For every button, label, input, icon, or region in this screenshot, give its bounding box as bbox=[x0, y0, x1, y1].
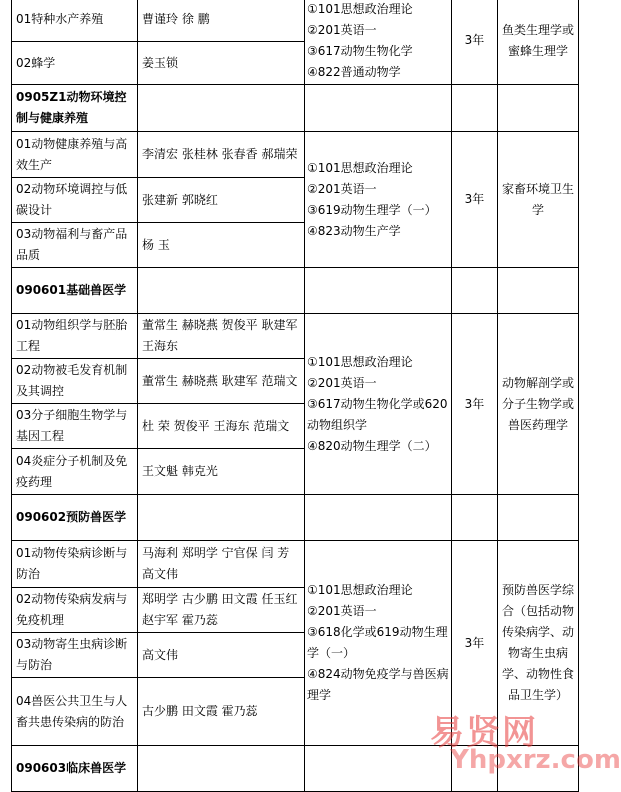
empty-cell bbox=[498, 746, 579, 792]
empty-cell bbox=[138, 495, 305, 541]
watermark-logo-text: 易贤网 bbox=[430, 713, 538, 753]
empty-cell bbox=[305, 268, 452, 314]
years-cell: 3年 bbox=[452, 0, 498, 85]
direction-cell: 02动物被毛发育机制及其调控 bbox=[12, 359, 138, 404]
exam-item: ①101思想政治理论 bbox=[307, 354, 413, 369]
exam-item: ③617动物生物化学 bbox=[307, 43, 413, 58]
direction-cell: 03分子细胞生物学与基因工程 bbox=[12, 404, 138, 449]
supervisor-cell: 曹谨玲 徐 鹏 bbox=[138, 0, 305, 42]
table-row bbox=[12, 0, 579, 42]
empty-cell bbox=[452, 746, 498, 792]
program-heading: 090601基础兽医学 bbox=[12, 268, 138, 314]
exam-subjects-cell bbox=[305, 314, 452, 495]
exam-item: ②201英语一 bbox=[307, 375, 377, 390]
direction-cell: 04炎症分子机制及免疫药理 bbox=[12, 449, 138, 495]
years-cell: 3年 bbox=[452, 314, 498, 495]
supervisor-cell: 马海利 郑明学 宁官保 闫 芳 高文伟 bbox=[138, 541, 305, 588]
direction-cell: 02蜂学 bbox=[12, 42, 138, 85]
years-cell: 3年 bbox=[452, 132, 498, 268]
exam-item: ③619动物生理学（一） bbox=[307, 202, 437, 217]
section-header-row bbox=[12, 495, 579, 541]
supervisor-cell: 杜 荣 贺俊平 王海东 范瑞文 bbox=[138, 404, 305, 449]
direction-cell: 03动物寄生虫病诊断与防治 bbox=[12, 633, 138, 678]
table-row bbox=[12, 132, 579, 178]
exam-item: ①101思想政治理论 bbox=[307, 583, 413, 597]
program-table bbox=[11, 0, 579, 792]
direction-cell: 02动物环境调控与低碳设计 bbox=[12, 178, 138, 223]
exam-item: ②201英语一 bbox=[307, 181, 377, 196]
empty-cell bbox=[498, 495, 579, 541]
section-header-row bbox=[12, 85, 579, 132]
table-row bbox=[12, 541, 579, 588]
reference-cell: 鱼类生理学或蜜蜂生理学 bbox=[498, 0, 579, 85]
empty-cell bbox=[452, 268, 498, 314]
supervisor-cell: 杨 玉 bbox=[138, 223, 305, 268]
empty-cell bbox=[305, 495, 452, 541]
empty-cell bbox=[452, 495, 498, 541]
empty-cell bbox=[138, 85, 305, 132]
supervisor-cell: 郑明学 古少鹏 田文霞 任玉红 赵宇军 霍乃蕊 bbox=[138, 588, 305, 633]
empty-cell bbox=[138, 268, 305, 314]
supervisor-cell: 李清宏 张桂林 张春香 郝瑞荣 bbox=[138, 132, 305, 178]
years-cell: 3年 bbox=[452, 541, 498, 746]
supervisor-cell: 董常生 赫晓燕 贺俊平 耿建军 王海东 bbox=[138, 314, 305, 359]
exam-subjects-cell bbox=[305, 0, 452, 85]
exam-item: ①101思想政治理论 bbox=[307, 1, 413, 16]
reference-cell: 预防兽医学综合（包括动物传染病学、动物寄生虫病学、动物性食品卫生学） bbox=[498, 541, 579, 746]
exam-item: ④823动物生产学 bbox=[307, 223, 401, 238]
section-header-row bbox=[12, 746, 579, 792]
exam-item: ②201英语一 bbox=[307, 604, 377, 618]
exam-item: ①101思想政治理论 bbox=[307, 160, 413, 175]
program-heading: 090602预防兽医学 bbox=[12, 495, 138, 541]
program-heading: 0905Z1动物环境控制与健康养殖 bbox=[12, 85, 138, 132]
empty-cell bbox=[498, 85, 579, 132]
direction-cell: 02动物传染病发病与免疫机理 bbox=[12, 588, 138, 633]
section-header-row bbox=[12, 268, 579, 314]
exam-subjects-cell bbox=[305, 132, 452, 268]
exam-item: ②201英语一 bbox=[307, 22, 377, 37]
supervisor-cell: 王文魁 韩克光 bbox=[138, 449, 305, 495]
exam-item: ④820动物生理学（二） bbox=[307, 438, 437, 453]
direction-cell: 04兽医公共卫生与人畜共患传染病的防治 bbox=[12, 678, 138, 746]
supervisor-cell: 古少鹏 田文霞 霍乃蕊 bbox=[138, 678, 305, 746]
direction-cell: 01动物组织学与胚胎工程 bbox=[12, 314, 138, 359]
program-heading: 090603临床兽医学 bbox=[12, 746, 138, 792]
supervisor-cell: 高文伟 bbox=[138, 633, 305, 678]
reference-cell: 动物解剖学或分子生物学或兽医药理学 bbox=[498, 314, 579, 495]
exam-item: ③618化学或619动物生理学（一） bbox=[307, 625, 448, 660]
watermark-url-text: Yhpxrz.com bbox=[450, 745, 621, 775]
table-row bbox=[12, 314, 579, 359]
empty-cell bbox=[305, 746, 452, 792]
exam-item: ③617动物生物化学或620动物组织学 bbox=[307, 396, 448, 432]
direction-cell: 01动物传染病诊断与防治 bbox=[12, 541, 138, 588]
direction-cell: 01特种水产养殖 bbox=[12, 0, 138, 42]
supervisor-cell: 张建新 郭晓红 bbox=[138, 178, 305, 223]
empty-cell bbox=[498, 268, 579, 314]
direction-cell: 01动物健康养殖与高效生产 bbox=[12, 132, 138, 178]
supervisor-cell: 姜玉锁 bbox=[138, 42, 305, 85]
empty-cell bbox=[138, 746, 305, 792]
empty-cell bbox=[305, 85, 452, 132]
direction-cell: 03动物福利与畜产品品质 bbox=[12, 223, 138, 268]
exam-subjects-cell bbox=[305, 541, 452, 746]
supervisor-cell: 董常生 赫晓燕 耿建军 范瑞文 bbox=[138, 359, 305, 404]
exam-item: ④824动物免疫学与兽医病理学 bbox=[307, 667, 449, 702]
empty-cell bbox=[452, 85, 498, 132]
reference-cell: 家畜环境卫生学 bbox=[498, 132, 579, 268]
exam-item: ④822普通动物学 bbox=[307, 64, 401, 79]
